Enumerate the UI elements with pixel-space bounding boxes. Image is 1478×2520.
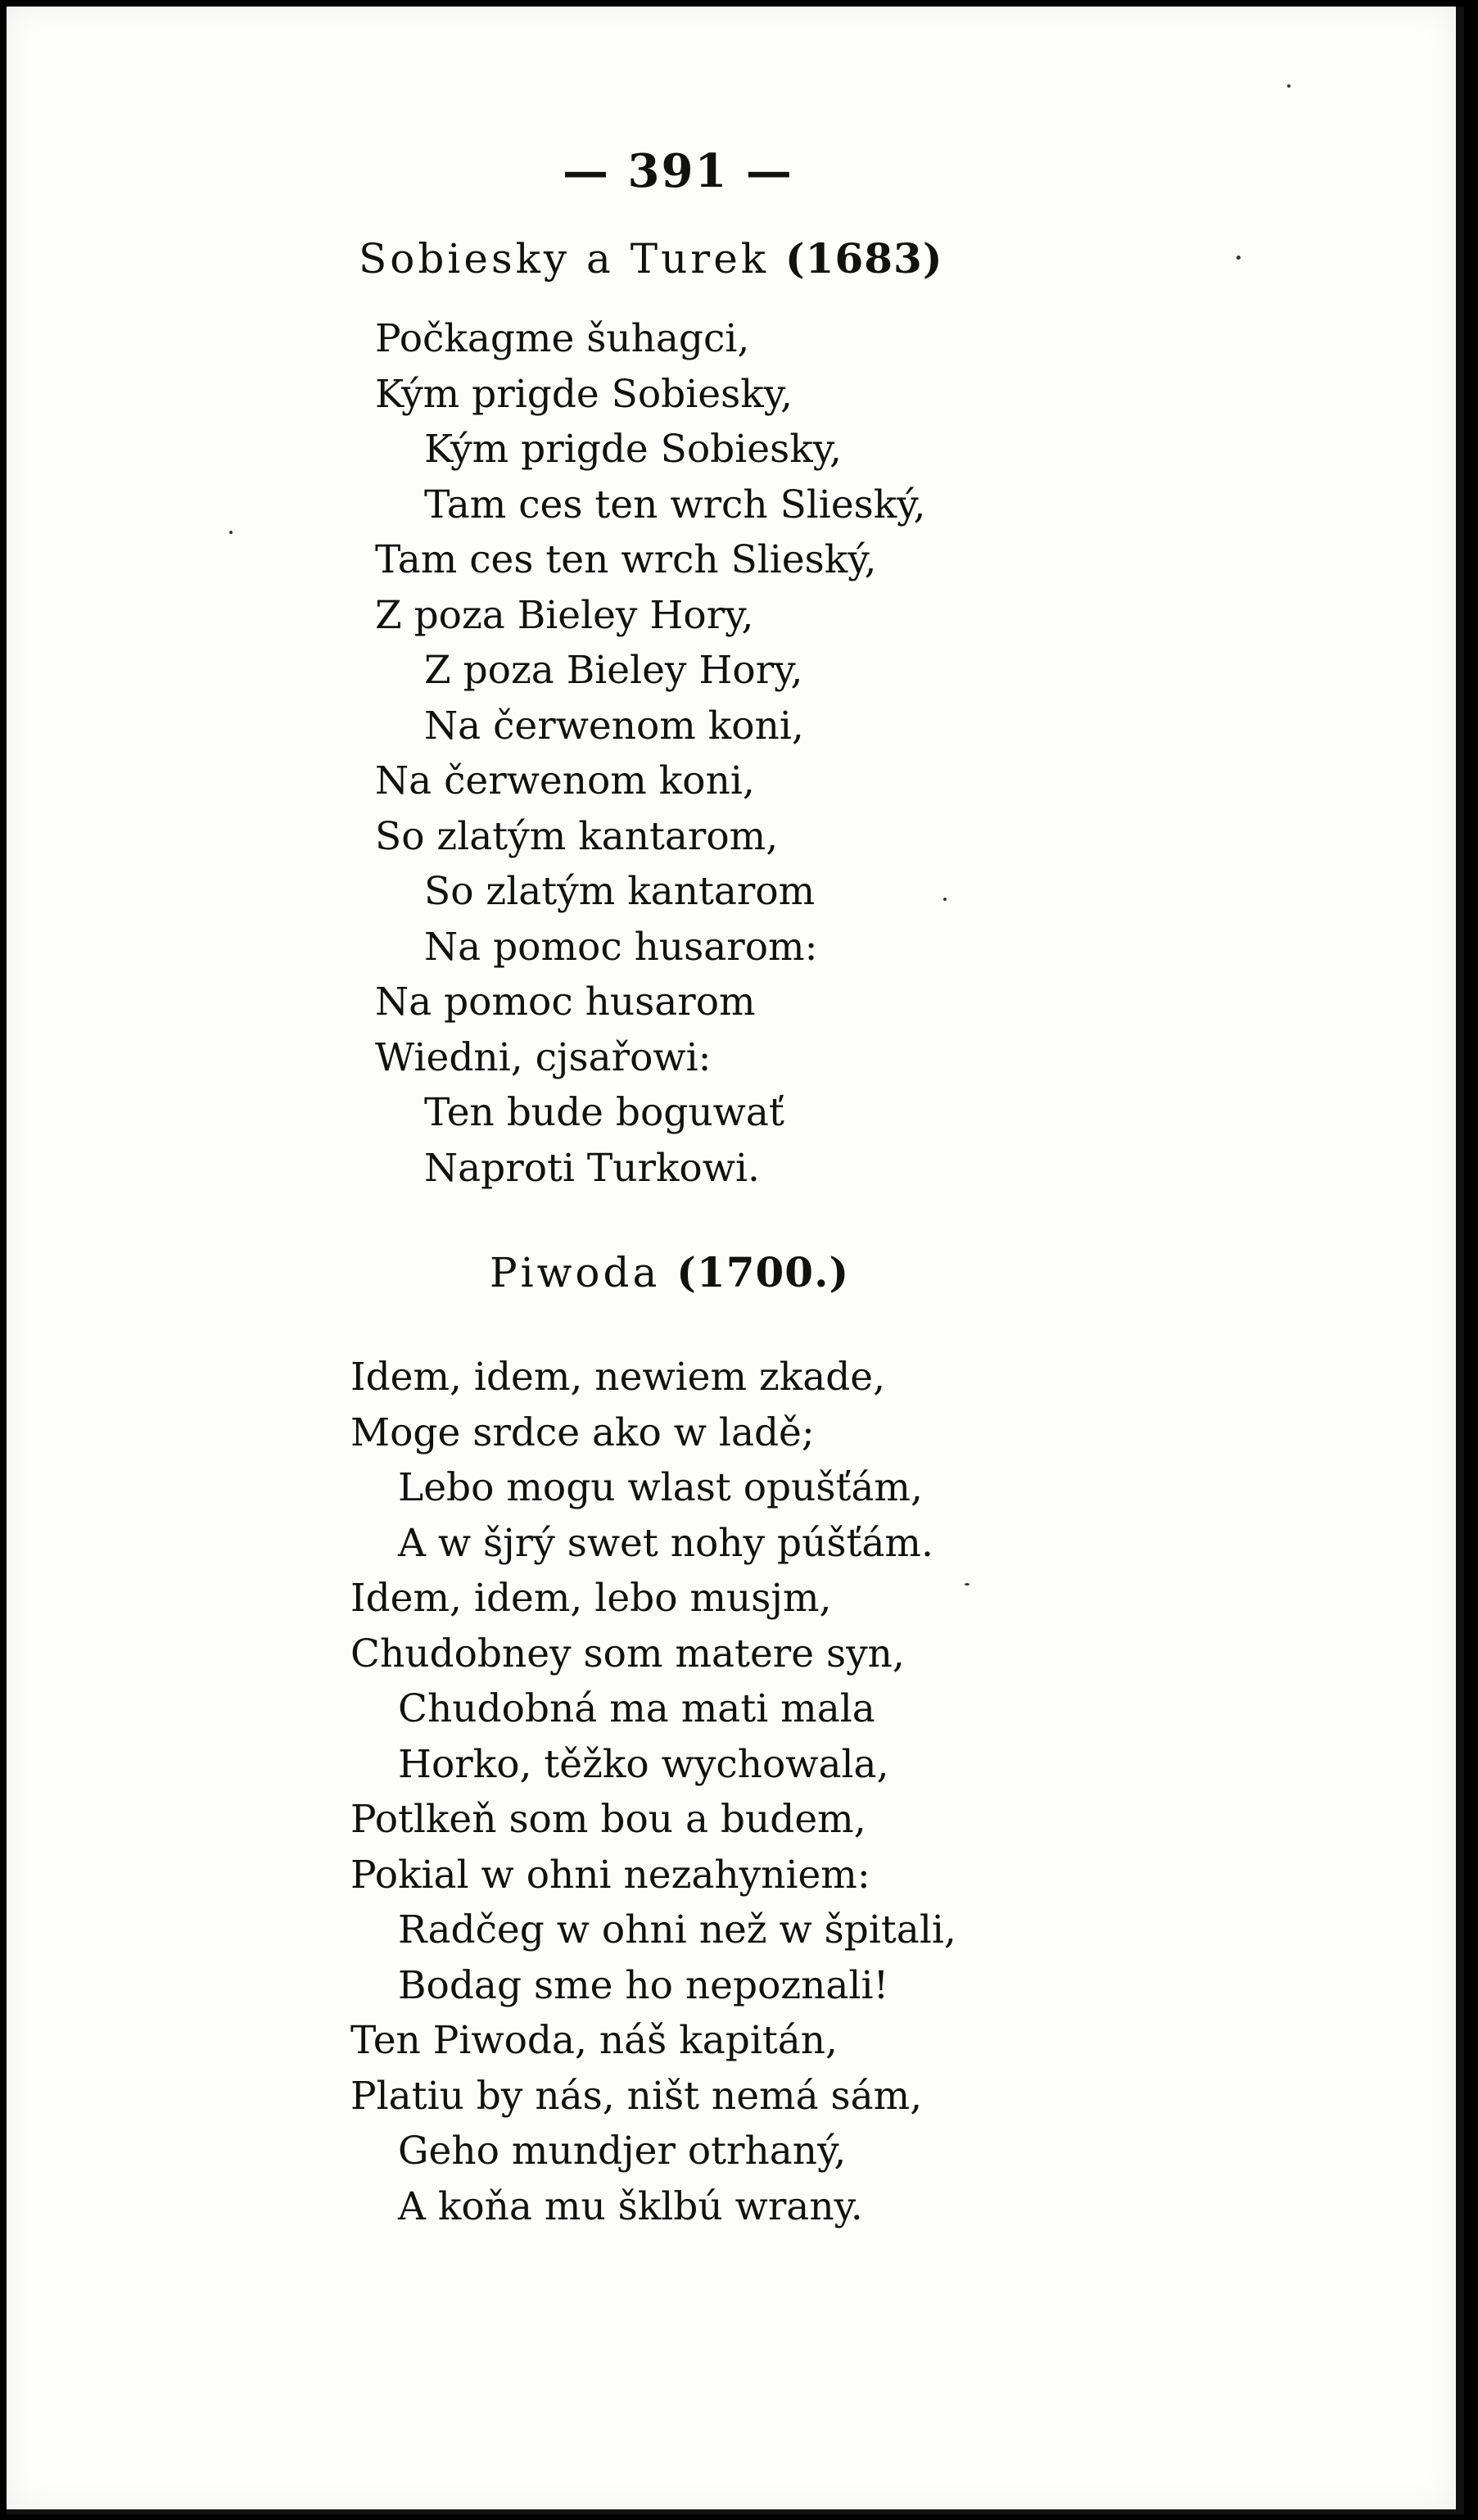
- poem-line: Na čerwenom koni,: [375, 758, 755, 803]
- scan-speck: [1287, 84, 1290, 88]
- poem-title-piwoda: [490, 1248, 849, 1296]
- poem-line: Ten bude boguwať: [424, 1090, 784, 1135]
- poem-line: So zlatým kantarom: [424, 869, 816, 914]
- poem-line: Platiu by nás, ništ nemá sám,: [350, 2073, 923, 2119]
- poem-line: A w šjrý swet nohy púšťám.: [398, 1520, 933, 1566]
- poem-line: Kým prigde Sobiesky,: [424, 427, 842, 472]
- poem-line: Kým prigde Sobiesky,: [375, 371, 793, 417]
- poem-line: Na pomoc husarom: [375, 979, 756, 1025]
- poem-line: Moge srdce ako w ladě;: [350, 1409, 815, 1455]
- poem-line: Idem, idem, lebo musjm,: [350, 1576, 832, 1621]
- poem-line: Idem, idem, newiem zkade,: [350, 1355, 886, 1400]
- poem-line: Na čerwenom koni,: [424, 703, 804, 749]
- poem-line: Naproti Turkowi.: [424, 1145, 760, 1191]
- page-number: — 391 —: [563, 144, 793, 198]
- poem-line: Potlkeň som bou a budem,: [350, 1797, 866, 1842]
- poem-line: Wiedni, cjsařowi:: [375, 1034, 712, 1080]
- scan-speck: [229, 531, 233, 534]
- scan-speck: [965, 1583, 970, 1586]
- poem-sobiesky-a-turek: [375, 311, 926, 1196]
- poem-line: So zlatým kantarom,: [375, 813, 779, 859]
- poem-piwoda: [350, 1350, 956, 2234]
- poem-line: Ten Piwoda, náš kapitán,: [350, 2018, 838, 2063]
- poem-year: (1700.): [676, 1248, 850, 1296]
- poem-line: Chudobney som matere syn,: [350, 1631, 905, 1676]
- poem-line: Horko, těžko wychowala,: [398, 1741, 889, 1787]
- scan-speck: [943, 898, 947, 901]
- scan-speck: [1236, 256, 1241, 260]
- poem-line: A koňa mu šklbú wrany.: [398, 2183, 863, 2229]
- poem-line: Radčeg w ohni než w špitali,: [398, 1907, 956, 1952]
- poem-line: Chudobná ma mati mala: [398, 1686, 875, 1731]
- book-page: [7, 7, 1464, 2514]
- poem-line: Geho mundjer otrhaný,: [398, 2129, 847, 2174]
- poem-line: Bodag sme ho nepoznali!: [398, 1962, 889, 2008]
- poem-title-text: Sobiesky a Turek: [359, 235, 770, 283]
- poem-title-text: Piwoda: [490, 1249, 661, 1296]
- poem-title-sobiesky: [359, 234, 942, 283]
- poem-line: Tam ces ten wrch Slieský,: [375, 537, 877, 582]
- poem-line: Tam ces ten wrch Slieský,: [424, 482, 926, 527]
- poem-line: Pokial w ohni nezahyniem:: [350, 1852, 870, 1898]
- poem-year: (1683): [785, 234, 943, 283]
- poem-line: Na pomoc husarom:: [424, 924, 818, 970]
- poem-line: Lebo mogu wlast opušťám,: [398, 1465, 923, 1510]
- poem-line: Počkagme šuhagci,: [375, 316, 750, 361]
- poem-line: Z poza Bieley Hory,: [375, 592, 754, 638]
- poem-line: Z poza Bieley Hory,: [424, 648, 803, 693]
